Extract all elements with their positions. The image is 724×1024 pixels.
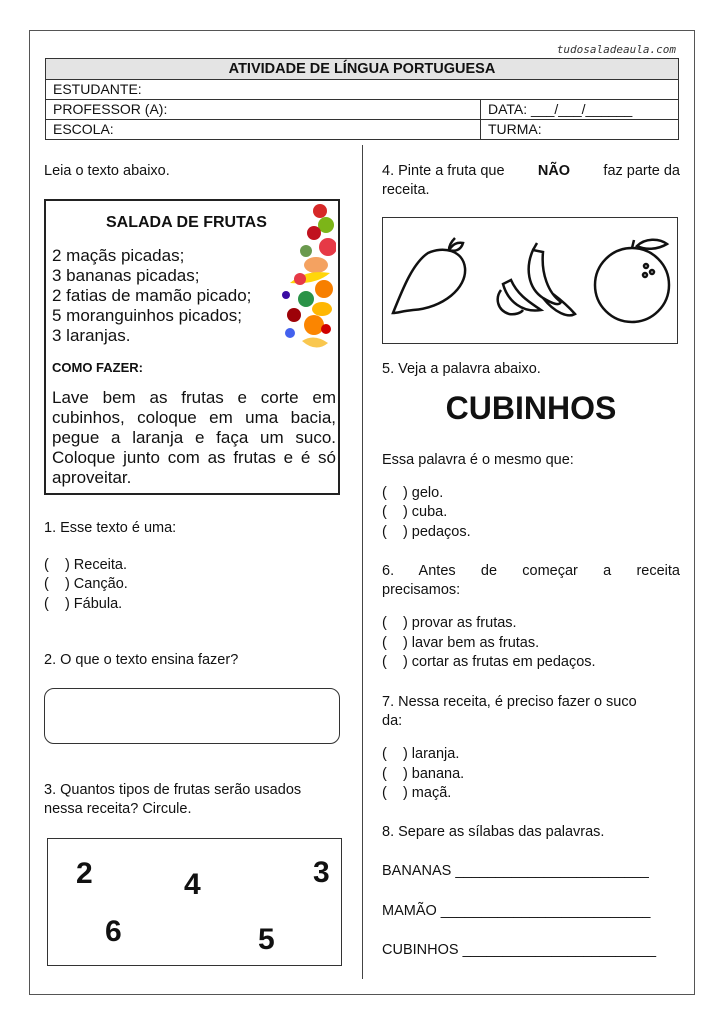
q5-option[interactable]: ( ) cuba. bbox=[382, 504, 448, 520]
q1-option[interactable]: ( ) Receita. bbox=[44, 557, 127, 573]
q5-option[interactable]: ( ) pedaços. bbox=[382, 524, 471, 540]
how-to-title: COMO FAZER: bbox=[52, 360, 143, 375]
fruit-drawings bbox=[383, 218, 679, 345]
syllable-answer-line[interactable]: BANANAS ________________________ bbox=[382, 863, 649, 879]
orange-icon[interactable] bbox=[595, 240, 669, 322]
student-field[interactable]: ESTUDANTE: bbox=[53, 81, 142, 97]
number-option[interactable]: 4 bbox=[184, 868, 201, 901]
q4-question-line2: receita. bbox=[382, 182, 430, 198]
ingredient: 3 bananas picadas; bbox=[52, 266, 200, 285]
intro-text: Leia o texto abaixo. bbox=[44, 163, 170, 179]
q6-question-line1: 6. Antes de começar a receita bbox=[382, 563, 680, 579]
q5-question: 5. Veja a palavra abaixo. bbox=[382, 361, 541, 377]
q6-question-line2: precisamos: bbox=[382, 582, 461, 598]
fruit-drawings-box bbox=[382, 217, 678, 344]
q3-question-line1: 3. Quantos tipos de frutas serão usados bbox=[44, 782, 302, 798]
number-option[interactable]: 2 bbox=[76, 857, 93, 890]
highlighted-word: CUBINHOS bbox=[445, 390, 617, 426]
column-divider bbox=[362, 145, 363, 979]
q6-option[interactable]: ( ) cortar as frutas em pedaços. bbox=[382, 654, 596, 670]
q5-subquestion: Essa palavra é o mesmo que: bbox=[382, 452, 574, 468]
ingredient: 3 laranjas. bbox=[52, 326, 131, 345]
q3-question-line2: nessa receita? Circule. bbox=[44, 801, 192, 817]
number-option[interactable]: 3 bbox=[313, 856, 330, 889]
q2-question: 2. O que o texto ensina fazer? bbox=[44, 652, 239, 668]
date-field[interactable]: DATA: ___/___/______ bbox=[488, 101, 633, 117]
q7-question-line1: 7. Nessa receita, é preciso fazer o suco bbox=[382, 694, 637, 710]
site-watermark: tudosaladeaula.com bbox=[556, 43, 676, 56]
number-option[interactable]: 5 bbox=[258, 923, 275, 956]
q7-option[interactable]: ( ) maçã. bbox=[382, 785, 452, 801]
syllable-answer-line[interactable]: MAMÃO __________________________ bbox=[382, 903, 651, 919]
q6-option[interactable]: ( ) lavar bem as frutas. bbox=[382, 635, 540, 651]
worksheet-title: ATIVIDADE DE LÍNGUA PORTUGUESA bbox=[46, 59, 678, 79]
header-table bbox=[45, 58, 679, 140]
q8-question: 8. Separe as sílabas das palavras. bbox=[382, 824, 605, 840]
ingredient: 2 maçãs picadas; bbox=[52, 246, 185, 265]
recipe-box bbox=[44, 199, 340, 495]
syllable-answer-line[interactable]: CUBINHOS ________________________ bbox=[382, 942, 657, 958]
numbers-box bbox=[47, 838, 342, 966]
q1-option[interactable]: ( ) Fábula. bbox=[44, 596, 123, 612]
q1-question: 1. Esse texto é uma: bbox=[44, 520, 177, 536]
teacher-field[interactable]: PROFESSOR (A): bbox=[46, 100, 481, 119]
q4-question-line1: 4. Pinte a fruta que NÃO faz parte da bbox=[382, 163, 680, 179]
school-field[interactable]: ESCOLA: bbox=[46, 120, 481, 139]
q7-option[interactable]: ( ) banana. bbox=[382, 766, 465, 782]
ingredient: 5 moranguinhos picados; bbox=[52, 306, 242, 325]
class-field[interactable]: TURMA: bbox=[488, 121, 542, 137]
mango-icon[interactable] bbox=[393, 238, 465, 313]
fruits-illustration bbox=[276, 203, 336, 358]
recipe-title: SALADA DE FRUTAS bbox=[106, 214, 267, 231]
q5-option[interactable]: ( ) gelo. bbox=[382, 485, 444, 501]
q2-answer-box[interactable] bbox=[44, 688, 340, 744]
ingredient-list bbox=[52, 246, 251, 346]
q7-question-line2: da: bbox=[382, 713, 403, 729]
q7-option[interactable]: ( ) laranja. bbox=[382, 746, 460, 762]
q6-option[interactable]: ( ) provar as frutas. bbox=[382, 615, 517, 631]
recipe-steps: Lave bem as frutas e corte em cubinhos, coloque em uma bacia, pegue a laranja e faça um suco. Coloque junto com as frutas e é só aproveitar. bbox=[52, 388, 336, 487]
ingredient: 2 fatias de mamão picado; bbox=[52, 286, 252, 305]
q1-option[interactable]: ( ) Canção. bbox=[44, 576, 128, 592]
banana-icon[interactable] bbox=[498, 243, 575, 315]
number-option[interactable]: 6 bbox=[105, 915, 122, 948]
